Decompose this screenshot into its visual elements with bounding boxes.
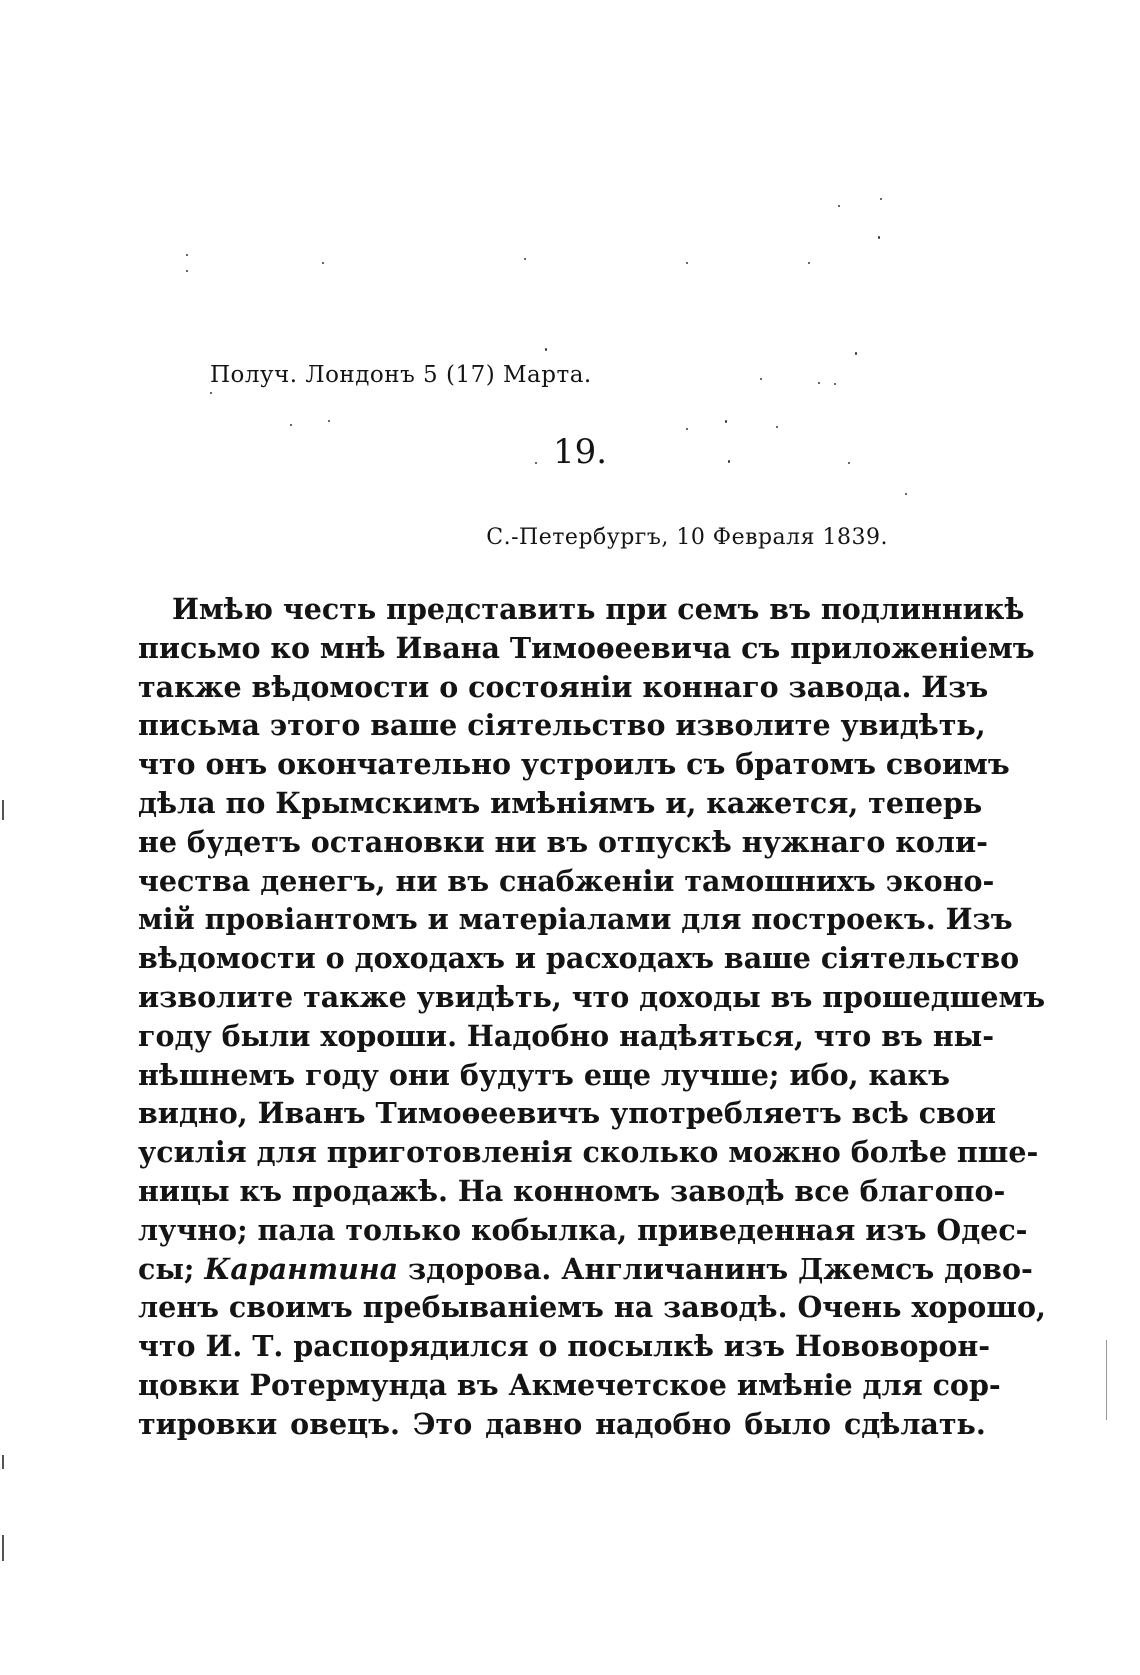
scan-speck (818, 382, 820, 384)
scan-speck (878, 236, 880, 239)
margin-mark (2, 1535, 4, 1561)
body-line: году были хороши. Надобно надѣяться, что въ ны- (138, 1018, 995, 1053)
body-line: что И. Т. распорядился о посылкѣ изъ Нововорон- (138, 1329, 991, 1364)
body-line-with-italic (138, 1250, 1033, 1289)
scan-speck (880, 198, 882, 200)
body-line: усилія для приготовленія сколько можно болѣе пше- (138, 1135, 1039, 1170)
body-line: цовки Ротермунда въ Акмечетское имѣніе для сор- (138, 1367, 1001, 1402)
scan-speck (210, 392, 212, 394)
body-line: изволите также увидѣть, что доходы въ прошедшемъ (138, 979, 1046, 1014)
scan-speck (686, 262, 688, 264)
body-line: также вѣдомости о состояніи коннаго завода. Изъ (138, 669, 989, 704)
body-line: ницы къ продажѣ. На конномъ заводѣ все благопо- (138, 1173, 1006, 1208)
margin-mark (1106, 1340, 1107, 1420)
scan-speck (186, 254, 188, 256)
scan-speck (686, 428, 688, 430)
scan-speck (535, 462, 537, 464)
scan-speck (808, 262, 810, 264)
body-line: Имѣю честь представить при семъ въ подлинникѣ (172, 592, 1025, 626)
body-line: что онъ окончательно устроилъ съ братомъ своимъ (138, 747, 1010, 782)
line-segment: сы; (138, 1251, 195, 1286)
body-line: письмо ко мнѣ Ивана Тимоѳеевича съ приложеніемъ (138, 630, 1035, 665)
scan-speck (728, 460, 730, 463)
scan-speck (848, 462, 850, 464)
letter-number: 19. (552, 432, 608, 472)
scan-speck (855, 352, 857, 355)
scan-speck (905, 493, 907, 495)
scan-speck (524, 258, 526, 260)
italic-horse-name: Карантина (204, 1251, 399, 1286)
body-line: ленъ своимъ пребываніемъ на заводѣ. Очень хорошо, (138, 1290, 1046, 1325)
body-line: дѣла по Крымскимъ имѣніямъ и, кажется, теперь (138, 785, 983, 820)
margin-mark (2, 800, 4, 820)
body-line: лучно; пала только кобылка, приведенная изъ Одес- (138, 1212, 1028, 1247)
scan-speck (322, 262, 324, 264)
letter-body (138, 590, 1046, 1444)
margin-mark (2, 1455, 4, 1469)
body-line: вѣдомости о доходахъ и расходахъ ваше сіятельство (138, 941, 1020, 976)
line-segment: здорова. Англичанинъ Джемсъ дово- (408, 1251, 1033, 1286)
scan-speck (545, 348, 547, 351)
body-line: видно, Иванъ Тимоѳеевичъ употребляетъ всѣ свои (138, 1096, 997, 1131)
body-line: чества денегъ, ни въ снабженіи тамошнихъ эконо- (138, 863, 995, 898)
scan-speck (776, 426, 778, 428)
body-line: тировки овецъ. Это давно надобно было сдѣлать. (138, 1406, 986, 1441)
body-line: не будетъ остановки ни въ отпускѣ нужнаго коли- (138, 824, 988, 859)
place-date-line: С.-Петербургъ, 10 Февраля 1839. (486, 525, 888, 550)
received-note: Получ. Лондонъ 5 (17) Марта. (210, 362, 592, 388)
scan-speck (838, 205, 840, 207)
scan-speck (186, 270, 188, 272)
body-line: нѣшнемъ году они будутъ еще лучше; ибо, какъ (138, 1057, 950, 1092)
body-line: письма этого ваше сіятельство изволите увидѣть, (138, 708, 986, 743)
scan-speck (328, 420, 330, 422)
scan-speck (760, 378, 762, 380)
body-line: мій провіантомъ и матеріалами для построекъ. Изъ (138, 902, 1013, 937)
scan-speck (834, 383, 836, 385)
scan-speck (725, 420, 727, 423)
scan-speck (290, 424, 292, 426)
